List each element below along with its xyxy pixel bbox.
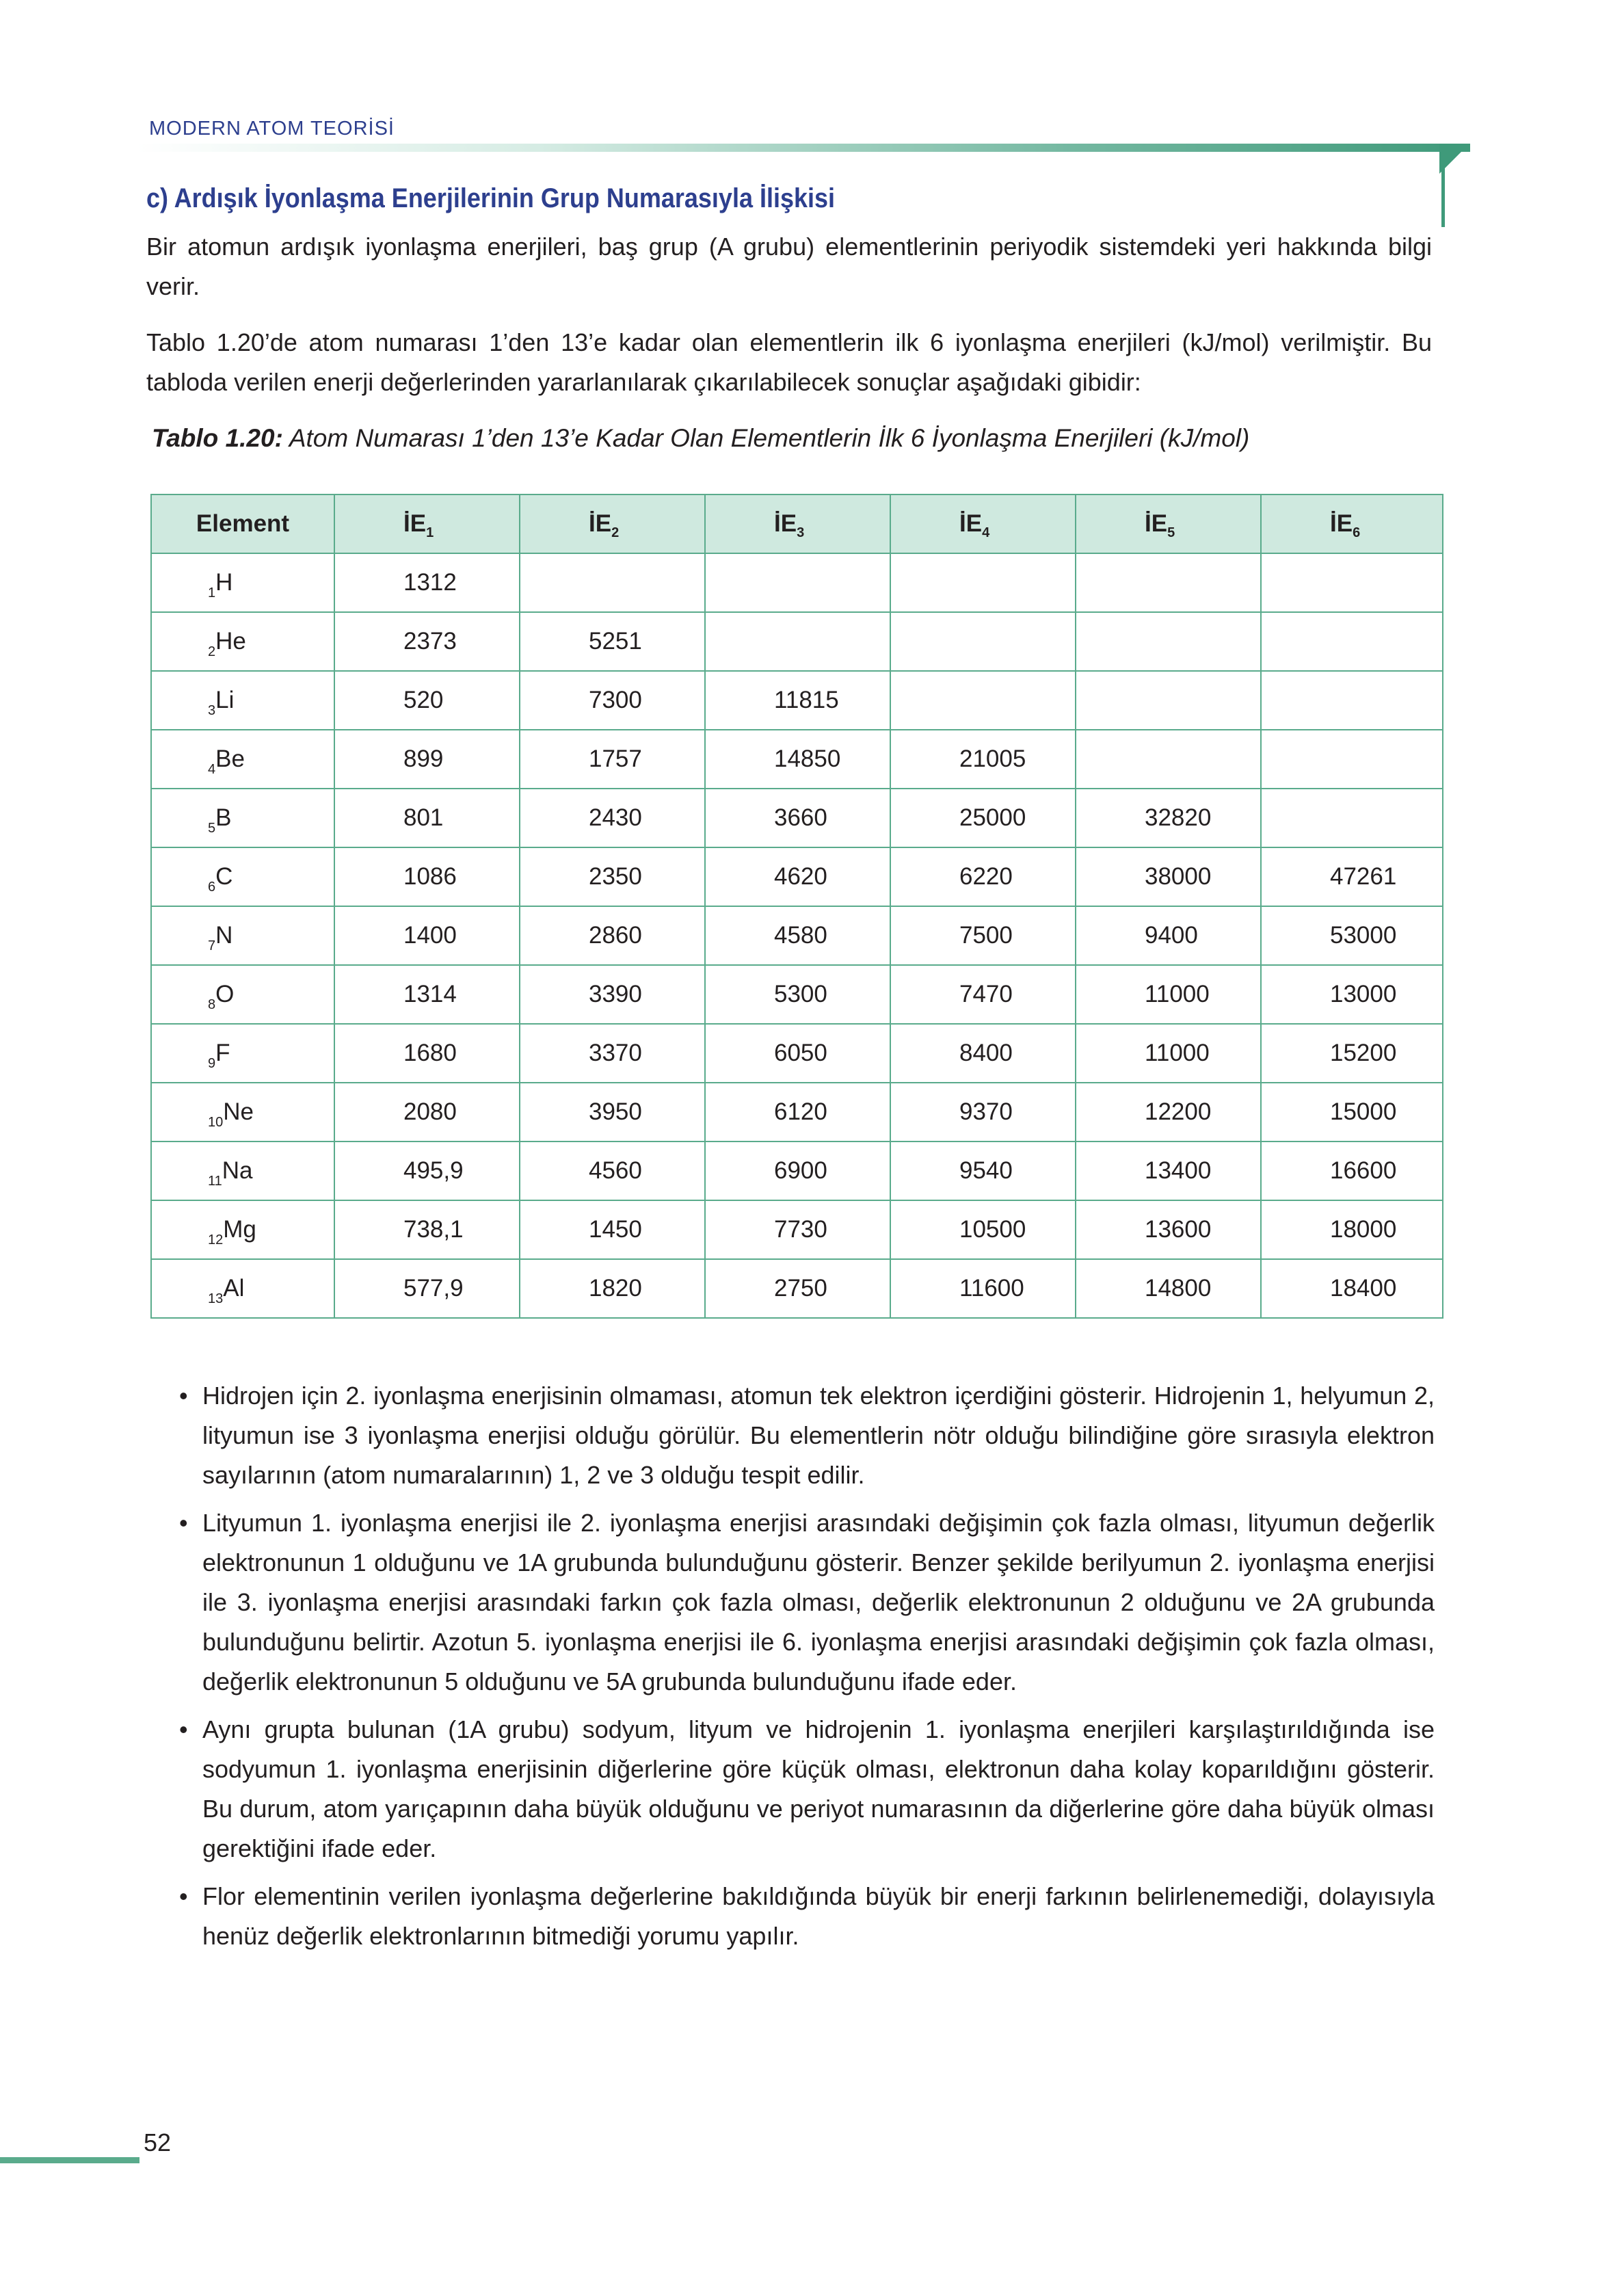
ie3-cell: 2750 [705, 1259, 890, 1318]
ie1-cell: 1400 [334, 906, 520, 965]
ie2-cell: 2860 [520, 906, 705, 965]
ie6-cell: 13000 [1261, 965, 1443, 1024]
atomic-number: 2 [208, 644, 216, 659]
atomic-number: 8 [208, 997, 216, 1012]
header-ie5: $İE_5$ [1076, 494, 1261, 553]
table-row [151, 1141, 1443, 1200]
ie1-cell: 2080 [334, 1083, 520, 1141]
table-row [151, 1083, 1443, 1141]
ie3-cell: 4620 [705, 847, 890, 906]
ie1-cell: 1314 [334, 965, 520, 1024]
ie5-cell: 9400 [1076, 906, 1261, 965]
atomic-number: 12 [208, 1232, 224, 1248]
table-caption [152, 424, 1249, 453]
ie3-cell: 11815 [705, 671, 890, 730]
ie3-cell: 5300 [705, 965, 890, 1024]
ie5-cell: 32820 [1076, 789, 1261, 847]
ie4-cell: 10500 [890, 1200, 1076, 1259]
table-row [151, 965, 1443, 1024]
ie5-cell: 11000 [1076, 965, 1261, 1024]
ie3-cell: 3660 [705, 789, 890, 847]
ie6-cell: 16600 [1261, 1141, 1443, 1200]
table-body [151, 553, 1443, 1318]
ie6-cell: 47261 [1261, 847, 1443, 906]
element-cell [151, 553, 334, 612]
ie4-cell: 9370 [890, 1083, 1076, 1141]
ie4-cell: 6220 [890, 847, 1076, 906]
element-cell [151, 1083, 334, 1141]
table-row [151, 612, 1443, 671]
ie5-cell: 38000 [1076, 847, 1261, 906]
atomic-number: 5 [208, 821, 216, 836]
element-cell [151, 671, 334, 730]
ie1-cell: 1312 [334, 553, 520, 612]
header-ie1: $İE_1$ [334, 494, 520, 553]
atomic-number: 4 [208, 762, 216, 777]
element-symbol: He [215, 628, 246, 655]
ie2-cell: 1820 [520, 1259, 705, 1318]
ie6-cell: 18000 [1261, 1200, 1443, 1259]
ie1-cell: 520 [334, 671, 520, 730]
ie3-cell [705, 612, 890, 671]
table-caption-label: Tablo 1.20: [152, 424, 283, 452]
ie2-cell: 3950 [520, 1083, 705, 1141]
element-cell [151, 789, 334, 847]
table-row [151, 789, 1443, 847]
ie6-cell: 53000 [1261, 906, 1443, 965]
ie6-cell: 18400 [1261, 1259, 1443, 1318]
element-symbol: H [215, 569, 233, 596]
section-title: c) Ardışık İyonlaşma Enerjilerinin Grup Numarasıyla İlişkisi [146, 183, 836, 213]
table-row [151, 1024, 1443, 1083]
ie4-cell: 21005 [890, 730, 1076, 789]
running-header: MODERN ATOM TEORİSİ [149, 118, 395, 140]
element-symbol: Mg [223, 1216, 256, 1243]
ie1-cell: 495,9 [334, 1141, 520, 1200]
element-cell [151, 730, 334, 789]
ie1-cell: 2373 [334, 612, 520, 671]
ie2-cell: 2430 [520, 789, 705, 847]
ie6-cell [1261, 553, 1443, 612]
element-symbol: Ne [223, 1098, 254, 1125]
element-cell [151, 906, 334, 965]
bullet-text: Flor elementinin verilen iyonlaşma değerlerine bakıldığında büyük bir enerji farkının belirlenemediği, dolayısıyla henüz değerlik elektronlarının bitmediği yorumu yapılır. [202, 1882, 1435, 1950]
bullet-dot: • [179, 1382, 188, 1410]
ie4-cell [890, 671, 1076, 730]
header-ie4: $İE_4$ [890, 494, 1076, 553]
table-row [151, 1259, 1443, 1318]
bullet-dot: • [179, 1715, 188, 1743]
table-row [151, 906, 1443, 965]
ie2-cell [520, 553, 705, 612]
header-element: Element [151, 494, 334, 553]
element-symbol: F [215, 1040, 230, 1066]
ie4-cell: 9540 [890, 1141, 1076, 1200]
header-ie6: $İE_6$ [1261, 494, 1443, 553]
ie3-cell: 7730 [705, 1200, 890, 1259]
ie3-cell: 14850 [705, 730, 890, 789]
ie4-cell: 7470 [890, 965, 1076, 1024]
table-intro-paragraph: Tablo 1.20’de atom numarası 1’den 13’e kadar olan elementlerin ilk 6 iyonlaşma enerjileri (kJ/mol) verilmiştir. Bu tabloda verilen enerji değerlerinden yararlanılarak çıkarılabilecek sonuçlar aşağıdaki gibidir: [146, 328, 1432, 396]
ie6-cell [1261, 789, 1443, 847]
bullet-list [179, 1376, 1435, 1964]
element-symbol: B [215, 804, 232, 831]
ie4-cell [890, 553, 1076, 612]
bullet-text: Aynı grupta bulunan (1A grubu) sodyum, lityum ve hidrojenin 1. iyonlaşma enerjileri karşılaştırıldığında ise sodyumun 1. iyonlaşma enerjisinin diğerlerine göre küçük olması, elektronun daha kolay koparıldığını gösterir. Bu durum, atom yarıçapının daha büyük olduğunu ve periyot numarasının da diğerlerine göre daha büyük olması gerektiğini ifade eder. [202, 1715, 1435, 1862]
ie6-cell [1261, 612, 1443, 671]
ie1-cell: 738,1 [334, 1200, 520, 1259]
ie2-cell: 7300 [520, 671, 705, 730]
ie2-cell: 5251 [520, 612, 705, 671]
table-caption-text: Atom Numarası 1’den 13’e Kadar Olan Elementlerin İlk 6 İyonlaşma Enerjileri (kJ/mol) [282, 424, 1250, 452]
ie1-cell: 577,9 [334, 1259, 520, 1318]
ie1-cell: 1086 [334, 847, 520, 906]
ie2-cell: 3370 [520, 1024, 705, 1083]
bullet-item [179, 1376, 1435, 1495]
ie5-cell: 12200 [1076, 1083, 1261, 1141]
bullet-text: Hidrojen için 2. iyonlaşma enerjisinin olmaması, atomun tek elektron içerdiğini gösterir. Hidrojenin 1, helyumun 2, lityumun ise 3 iyonlaşma enerjisi olduğu görülür. Bu elementlerin nötr olduğu bilindiğine göre sırasıyla elektron sayılarının (atom numaralarının) 1, 2 ve 3 olduğu tespit edilir. [202, 1382, 1435, 1489]
header-ie3: $İE_3$ [705, 494, 890, 553]
ie1-cell: 899 [334, 730, 520, 789]
ie1-cell: 801 [334, 789, 520, 847]
element-symbol: Li [215, 687, 235, 713]
element-symbol: C [215, 863, 233, 890]
ie5-cell [1076, 612, 1261, 671]
footer-rule [0, 2157, 139, 2163]
element-cell [151, 1200, 334, 1259]
ie1-cell: 1680 [334, 1024, 520, 1083]
element-cell [151, 965, 334, 1024]
header-ie2: $İE_2$ [520, 494, 705, 553]
element-cell [151, 612, 334, 671]
ie2-cell: 3390 [520, 965, 705, 1024]
ie3-cell: 6120 [705, 1083, 890, 1141]
element-cell [151, 1141, 334, 1200]
ie4-cell: 11600 [890, 1259, 1076, 1318]
header-rule [137, 144, 1470, 152]
table-row [151, 671, 1443, 730]
element-symbol: N [215, 922, 233, 949]
element-symbol: Na [222, 1157, 253, 1184]
atomic-number: 9 [208, 1056, 216, 1071]
bullet-dot: • [179, 1882, 188, 1910]
atomic-number: 1 [208, 585, 216, 601]
element-cell [151, 847, 334, 906]
header-vertical-rule [1441, 144, 1445, 227]
ie6-cell [1261, 730, 1443, 789]
atomic-number: 3 [208, 703, 216, 718]
atomic-number: 6 [208, 880, 216, 895]
ie3-cell: 4580 [705, 906, 890, 965]
intro-paragraph: Bir atomun ardışık iyonlaşma enerjileri, baş grup (A grubu) elementlerinin periyodik sistemdeki yeri hakkında bilgi verir. [146, 233, 1432, 300]
table-row [151, 730, 1443, 789]
table-header-row [151, 494, 1443, 553]
table-row [151, 1200, 1443, 1259]
ie4-cell: 25000 [890, 789, 1076, 847]
ie2-cell: 1450 [520, 1200, 705, 1259]
ie2-cell: 4560 [520, 1141, 705, 1200]
ie5-cell: 14800 [1076, 1259, 1261, 1318]
ie4-cell [890, 612, 1076, 671]
atomic-number: 7 [208, 938, 216, 953]
bullet-text: Lityumun 1. iyonlaşma enerjisi ile 2. iyonlaşma enerjisi arasındaki değişimin çok fazla olması, lityumun değerlik elektronunun 1 olduğunu ve 1A grubunda bulunduğunu gösterir. Benzer şekilde berilyumun 2. iyonlaşma enerjisi ile 3. iyonlaşma enerjisi arasındaki farkın çok fazla olması, değerlik elektronunun 2 olduğunu ve 2A grubunda bulunduğunu belirtir. Azotun 5. iyonlaşma enerjisi ile 6. iyonlaşma enerjisi arasındaki değişimin çok fazla olması, değerlik elektronunun 5 olduğunu ve 5A grubunda bulunduğunu ifade eder. [202, 1509, 1435, 1695]
table-row [151, 553, 1443, 612]
ie6-cell [1261, 671, 1443, 730]
bullet-dot: • [179, 1509, 188, 1537]
ie4-cell: 8400 [890, 1024, 1076, 1083]
ie5-cell [1076, 730, 1261, 789]
element-symbol: O [215, 981, 235, 1007]
ie3-cell: 6050 [705, 1024, 890, 1083]
bullet-item [179, 1877, 1435, 1956]
element-symbol: Be [215, 745, 245, 772]
ie6-cell: 15000 [1261, 1083, 1443, 1141]
element-cell [151, 1024, 334, 1083]
bullet-item [179, 1503, 1435, 1702]
ie6-cell: 15200 [1261, 1024, 1443, 1083]
ie5-cell: 13600 [1076, 1200, 1261, 1259]
ie3-cell: 6900 [705, 1141, 890, 1200]
ionization-energy-table [150, 494, 1443, 1319]
ie3-cell [705, 553, 890, 612]
atomic-number: 11 [208, 1174, 222, 1189]
atomic-number: 10 [208, 1115, 224, 1130]
element-symbol: Al [223, 1275, 245, 1302]
element-cell [151, 1259, 334, 1318]
ie2-cell: 1757 [520, 730, 705, 789]
ie5-cell: 13400 [1076, 1141, 1261, 1200]
ie4-cell: 7500 [890, 906, 1076, 965]
ie5-cell [1076, 671, 1261, 730]
atomic-number: 13 [208, 1291, 224, 1306]
table-row [151, 847, 1443, 906]
ie5-cell [1076, 553, 1261, 612]
ie2-cell: 2350 [520, 847, 705, 906]
ie5-cell: 11000 [1076, 1024, 1261, 1083]
page-number: 52 [144, 2128, 172, 2156]
bullet-item [179, 1710, 1435, 1869]
